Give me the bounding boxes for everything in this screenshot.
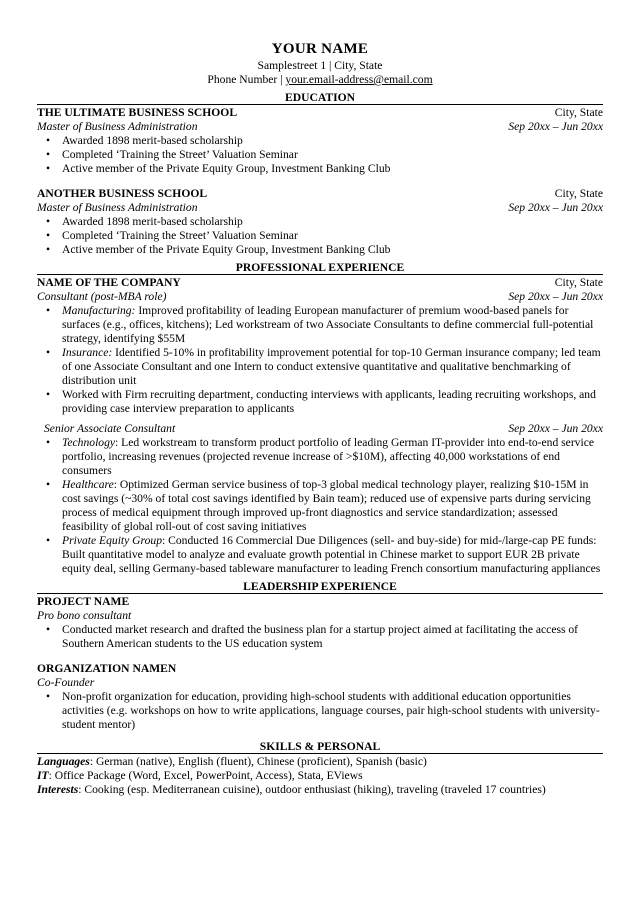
list-item: • Non-profit organization for education, providing high-school students with additional education opportunities activities (e.g. workshops on how to write applications, language courses, pair high-school students with university-student mentor) <box>62 690 603 732</box>
role-dates: Sep 20xx – Jun 20xx <box>508 290 603 303</box>
bullet-label: Manufacturing: <box>62 304 136 317</box>
skill-label: Interests <box>37 783 79 796</box>
list-item <box>62 346 603 388</box>
role-title: Consultant (post-MBA role) <box>37 290 167 303</box>
bullet-text: Improved profitability of leading European manufacturer of premium wood-based panels for surfaces (e.g., offices, kitchens); Led workstream of two Associate Consultants to define commercial full-potential strategy, identifying $55M <box>62 304 594 345</box>
list-item <box>62 478 603 534</box>
list-item: • Completed ‘Training the Street’ Valuation Seminar <box>62 229 603 243</box>
skill-it <box>37 769 603 783</box>
list-item: • Awarded 1898 merit-based scholarship <box>62 134 603 148</box>
bullet-label: Technology <box>62 436 116 449</box>
list-item: • Awarded 1898 merit-based scholarship <box>62 215 603 229</box>
school-dates: Sep 20xx – Jun 20xx <box>508 120 603 133</box>
school-entry <box>37 106 603 176</box>
school-name: ANOTHER BUSINESS SCHOOL <box>37 187 208 200</box>
bullet-text: : Conducted 16 Commercial Due Diligences (sell- and buy-side) for mid-/large-cap PE funds: Built quantitative model to analyze and evaluate growth potential in Chinese market to support EUR 2B private equity deal, selling Germany-based tableware manufacturer to leading French consortium manufacturing appliances <box>62 534 601 575</box>
list-item: • Worked with Firm recruiting department, conducting interviews with applicants, leading recruiting workshops, and providing case interview preparation to applicants <box>62 388 603 416</box>
bullet-label: Private Equity Group <box>62 534 163 547</box>
school-location: City, State <box>554 106 603 119</box>
address-line: Samplestreet 1 | City, State <box>257 59 383 72</box>
organization-name: ORGANIZATION NAMEN <box>37 662 177 675</box>
phone-text: Phone Number | <box>207 73 286 86</box>
list-item <box>62 304 603 346</box>
degree: Master of Business Administration <box>37 201 198 214</box>
school-location: City, State <box>554 187 603 200</box>
school-bullets <box>37 134 603 176</box>
candidate-name: YOUR NAME <box>271 41 369 57</box>
project-role: Pro bono consultant <box>37 609 132 622</box>
list-item: • Active member of the Private Equity Group, Investment Banking Club <box>62 162 603 176</box>
skill-interests <box>37 783 603 797</box>
role-title: Senior Associate Consultant <box>44 422 176 435</box>
list-item: • Completed ‘Training the Street’ Valuation Seminar <box>62 148 603 162</box>
bullet-text: : Led workstream to transform product portfolio of leading German IT-provider into end-to-end service portfolio, increasing revenues (projected revenue increase of >$10M), affecting 40,000 workstations of end consumers <box>62 436 594 477</box>
list-item <box>62 436 603 478</box>
bullet-label: Healthcare <box>62 478 114 491</box>
bullet-label: Insurance: <box>62 346 113 359</box>
skill-label: IT <box>37 769 49 782</box>
role-dates: Sep 20xx – Jun 20xx <box>508 422 603 435</box>
degree: Master of Business Administration <box>37 120 198 133</box>
school-name: THE ULTIMATE BUSINESS SCHOOL <box>37 106 238 119</box>
list-item <box>62 534 603 576</box>
project-name: PROJECT NAME <box>37 595 130 608</box>
contact-line <box>37 73 603 87</box>
organization-role: Co-Founder <box>37 676 95 689</box>
list-item: • Active member of the Private Equity Group, Investment Banking Club <box>62 243 603 257</box>
skill-languages <box>37 755 603 769</box>
section-heading-experience: PROFESSIONAL EXPERIENCE <box>37 261 603 275</box>
bullet-text: : Optimized German service business of top-3 global medical technology player, realizing $10-15M in cost savings (~30% of total cost savings identified by Bain team); reduced use of expensive parts during servicing process of medical equipment through improved up-front diagnostics and service standardization; assessed feasibility of global roll-out of cost saving initiatives <box>62 478 591 533</box>
company-location: City, State <box>554 276 603 289</box>
skill-label: Languages <box>37 755 90 768</box>
email-link[interactable]: your.email-address@email.com <box>285 73 433 86</box>
skill-text: : German (native), English (fluent), Chinese (proficient), Spanish (basic) <box>89 755 427 768</box>
school-dates: Sep 20xx – Jun 20xx <box>508 201 603 214</box>
skill-text: : Cooking (esp. Mediterranean cuisine), outdoor enthusiast (hiking), traveling (traveled 17 countries) <box>78 783 546 796</box>
resume-page <box>37 40 603 797</box>
organization-bullets <box>37 690 603 732</box>
role-bullets <box>37 436 603 576</box>
section-heading-education: EDUCATION <box>37 91 603 105</box>
bullet-text: Identified 5-10% in profitability improvement potential for top-10 German insurance company; led team of one Associate Consultant and one Intern to conduct extensive quantitative and qualitative benchmarking of distribution unit <box>62 346 601 387</box>
school-bullets <box>37 215 603 257</box>
skill-text: : Office Package (Word, Excel, PowerPoint, Access), Stata, EViews <box>48 769 363 782</box>
project-bullets <box>37 623 603 651</box>
school-entry <box>37 187 603 257</box>
role-bullets <box>37 304 603 416</box>
section-heading-leadership: LEADERSHIP EXPERIENCE <box>37 580 603 594</box>
list-item: • Conducted market research and drafted the business plan for a startup project aimed at facilitating the access of Southern American students to the US education system <box>62 623 603 651</box>
company-name: NAME OF THE COMPANY <box>37 276 181 289</box>
section-heading-skills: SKILLS & PERSONAL <box>37 740 603 754</box>
